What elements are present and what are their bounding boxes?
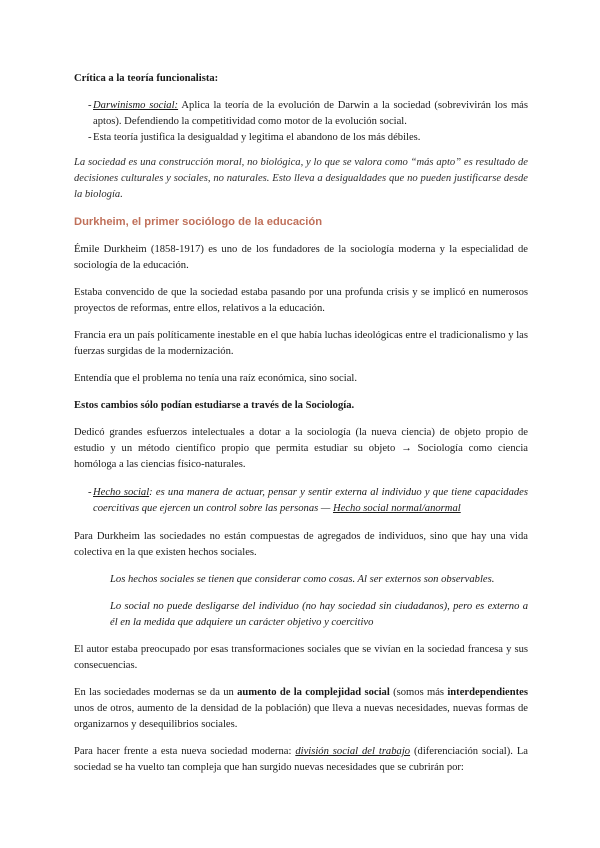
dash-bullet: -	[88, 100, 92, 111]
paragraph-durkheim-intro: Émile Durkheim (1858-1917) es uno de los fundadores de la sociología moderna y la especialidad de sociología de la educación.	[74, 244, 528, 271]
interdependientes-bold: interdependientes	[447, 687, 528, 698]
hecho-social-text: : es una manera de actuar, pensar y sentir externa al individuo y que tiene capacidades coercitivas que ejercen un control sobre las personas —	[93, 487, 528, 514]
critica-heading: Crítica a la teoría funcionalista:	[74, 73, 219, 84]
paragraph-vida-colectiva: Para Durkheim las sociedades no están compuestas de agregados de individuos, sino que hay una vida colectiva en la que existen hechos sociales.	[74, 531, 528, 558]
document-content	[74, 71, 528, 776]
darwinismo-term: Darwinismo social:	[93, 100, 179, 111]
dash-bullet: -	[88, 487, 92, 498]
complejidad-bold: aumento de la complejidad social	[237, 687, 390, 698]
text-fragment: En las sociedades modernas se da un	[74, 687, 238, 698]
section-heading: Durkheim, el primer sociólogo de la educación	[74, 216, 323, 228]
paragraph-francia: Francia era un país políticamente inestable en el que había luchas ideológicas entre el tradicionalismo y las fuerzas surgidas de la modernización.	[74, 330, 528, 357]
paragraph-esfuerzos: Dedicó grandes esfuerzos intelectuales a dotar a la sociología (la nueva ciencia) de objeto propio de estudio y un método científico propio que permita estudiar su objeto → Sociología como ciencia homóloga a las ciencias físico-naturales.	[74, 427, 528, 470]
text-fragment: (diferenciación social). La sociedad se ha vuelto tan compleja que han surgido nuevas necesidades que se cubrirán por:	[74, 746, 528, 773]
quote-hechos-cosas: Los hechos sociales se tienen que considerar como cosas. Al ser externos son observables.	[110, 574, 495, 585]
division-trabajo-term: división social del trabajo	[295, 746, 411, 757]
quote-lo-social: Lo social no puede desligarse del individuo (no hay sociedad sin ciudadanos), pero es externo a él en la medida que adquiere un carácter objetivo y coercitivo	[110, 601, 528, 628]
critica-list	[74, 98, 528, 146]
text-fragment: unos de otros, aumento de la densidad de la población) que lleva a nuevas necesidades, nuevas formas de organizarnos y desequilibrios sociales.	[74, 703, 528, 730]
text-fragment: (somos más	[389, 687, 448, 698]
hecho-social-term: Hecho social	[93, 487, 150, 498]
darwinismo-text: Aplica la teoría de la evolución de Darwin a la sociedad (sobrevivirán los más aptos). Defendiendo la competitividad como motor de la evolución social.	[93, 100, 529, 127]
desigualdad-text: Esta teoría justifica la desigualdad y legitima el abandono de los más débiles.	[93, 132, 421, 143]
paragraph-crisis: Estaba convencido de que la sociedad estaba pasando por una profunda crisis y se implicó en numerosos proyectos de reformas, entre ellos, relativos a la educación.	[74, 287, 528, 314]
list-item	[74, 98, 528, 130]
paragraph-transformaciones: El autor estaba preocupado por esas transformaciones sociales que se vivían en la sociedad francesa y sus consecuencias.	[74, 644, 528, 671]
paragraph-division-trabajo	[74, 744, 528, 776]
dash-bullet: -	[88, 132, 92, 143]
paragraph-estudio-bold: Estos cambios sólo podían estudiarse a través de la Sociología.	[74, 400, 355, 411]
critica-note: La sociedad es una construcción moral, no biológica, y lo que se valora como “más apto” es resultado de decisiones culturales y sociales, no naturales. Esto lleva a desigualdades que no pueden justificarse desde la biología.	[74, 157, 528, 200]
paragraph-complejidad	[74, 685, 528, 733]
list-item	[74, 130, 528, 146]
hecho-social-item	[74, 485, 528, 517]
hecho-social-link[interactable]: Hecho social normal/anormal	[332, 503, 461, 514]
text-fragment: Para hacer frente a esta nueva sociedad moderna:	[74, 746, 296, 757]
paragraph-problema: Entendía que el problema no tenía una raíz económica, sino social.	[74, 373, 357, 384]
